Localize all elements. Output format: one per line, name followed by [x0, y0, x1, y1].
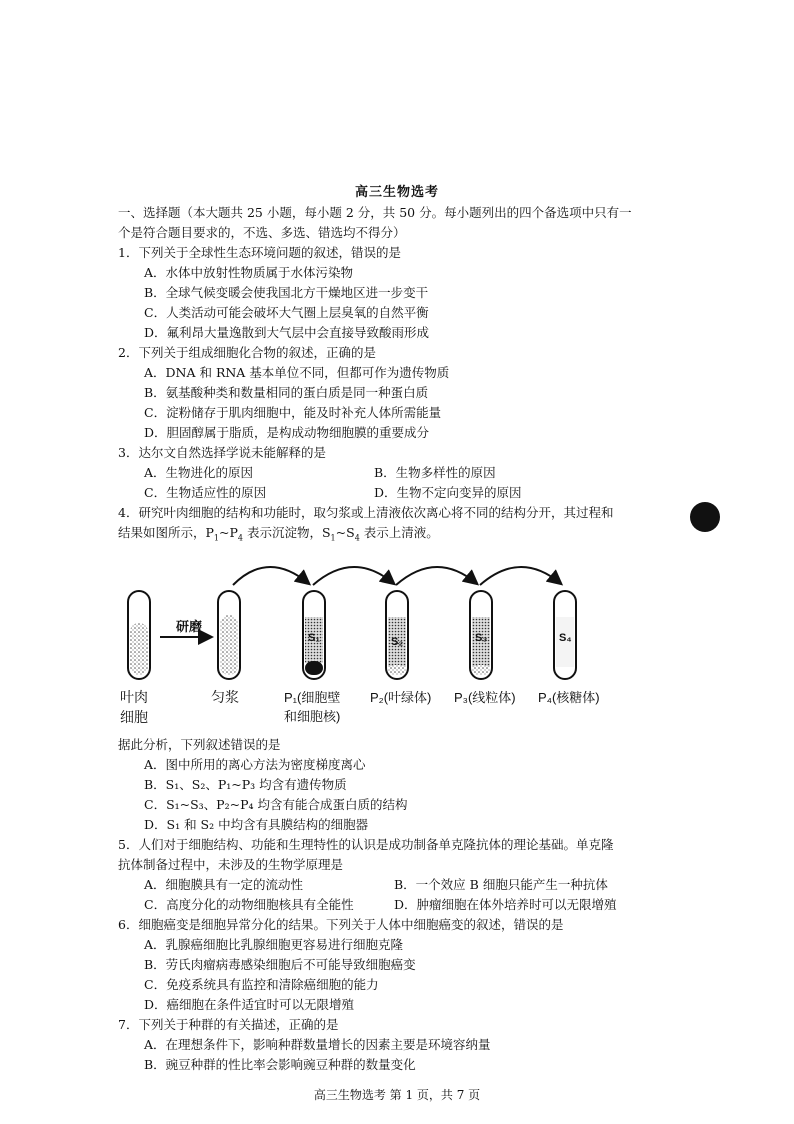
s1-label: S₁	[308, 632, 320, 644]
p1-label-line-1: P₁(细胞壁	[284, 690, 341, 705]
question-1	[118, 243, 698, 343]
section-instructions	[118, 203, 698, 243]
leaf-cell-label-1: 叶肉	[120, 689, 148, 705]
question-6	[118, 915, 698, 1015]
q7-stem: 7．下列关于种群的有关描述，正确的是	[118, 1017, 339, 1032]
q3-option-a: A．生物进化的原因	[144, 465, 254, 480]
q7-option-b: B．豌豆种群的性比率会影响豌豆种群的数量变化	[144, 1057, 416, 1072]
q4-stem-line-1: 4．研究叶肉细胞的结构和功能时，取匀浆或上清液依次离心将不同的结构分开，其过程和	[118, 505, 614, 520]
q4-after-figure: 据此分析，下列叙述错误的是	[118, 737, 281, 752]
q6-option-b: B．劳氏肉瘤病毒感染细胞后不可能导致细胞癌变	[144, 957, 416, 972]
q4-option-c: C．S₁~S₃、P₂~P₄ 均含有能合成蛋白质的结构	[144, 797, 408, 812]
q6-option-c: C．免疫系统具有监控和清除癌细胞的能力	[144, 977, 379, 992]
arrow-homogenate-to-p1	[233, 567, 308, 585]
q5-stem-line-2: 抗体制备过程中，未涉及的生物学原理是	[118, 857, 344, 872]
question-5	[118, 835, 698, 915]
q2-option-a: A．DNA 和 RNA 基本单位不同，但都可作为遗传物质	[144, 365, 450, 380]
q1-stem: 1．下列关于全球性生态环境问题的叙述，错误的是	[118, 245, 401, 260]
q3-option-b: B．生物多样性的原因	[374, 465, 496, 480]
q5-option-a: A．细胞膜具有一定的流动性	[144, 877, 304, 892]
q2-stem: 2．下列关于组成细胞化合物的叙述，正确的是	[118, 345, 376, 360]
q3-option-d: D．生物不定向变异的原因	[374, 485, 522, 500]
q2-option-c: C．淀粉储存于肌肉细胞中，能及时补充人体所需能量	[144, 405, 442, 420]
p4-label: P₄(核糖体)	[538, 690, 600, 705]
question-7	[118, 1015, 698, 1075]
arrow-s2-to-p3	[396, 567, 476, 585]
p2-label: P₂(叶绿体)	[370, 690, 432, 705]
q6-stem: 6．细胞癌变是细胞异常分化的结果。下列关于人体中细胞癌变的叙述，错误的是	[118, 917, 564, 932]
black-dot-mark	[690, 502, 720, 532]
q1-option-a: A．水体中放射性物质属于水体污染物	[144, 265, 354, 280]
arrow-s3-to-p4	[480, 567, 560, 585]
section-line-2: 个是符合题目要求的，不选、多选、错选均不得分）	[118, 225, 406, 240]
q2-option-d: D．胆固醇属于脂质，是构成动物细胞膜的重要成分	[144, 425, 430, 440]
q7-option-a: A．在理想条件下，影响种群数量增长的因素主要是环境容纳量	[144, 1037, 491, 1052]
grind-label: 研磨	[176, 619, 203, 634]
centrifugation-figure	[118, 555, 618, 735]
p1-label-line-2: 和细胞核)	[284, 709, 341, 724]
q5-option-b: B．一个效应 B 细胞只能产生一种抗体	[394, 877, 608, 892]
q1-option-c: C．人类活动可能会破坏大气圈上层臭氧的自然平衡	[144, 305, 429, 320]
q6-option-a: A．乳腺癌细胞比乳腺细胞更容易进行细胞克隆	[144, 937, 404, 952]
section-line-1: 一、选择题（本大题共 25 小题，每小题 2 分，共 50 分。每小题列出的四个备选项中只有一	[118, 205, 632, 220]
question-4-stem	[118, 503, 698, 549]
p3-label: P₃(线粒体)	[454, 690, 516, 705]
leaf-cell-label-2: 细胞	[120, 709, 148, 725]
q6-option-d: D．癌细胞在条件适宜时可以无限增殖	[144, 997, 355, 1012]
question-3	[118, 443, 698, 503]
q1-option-d: D．氟利昂大量逸散到大气层中会直接导致酸雨形成	[144, 325, 430, 340]
q2-option-b: B．氨基酸种类和数量相同的蛋白质是同一种蛋白质	[144, 385, 429, 400]
page-title: 高三生物选考	[354, 185, 439, 200]
s4-label: S₄	[559, 632, 572, 644]
q4-stem-line-2: 结果如图所示，$P_1\sim P_4$ 表示沉淀物，$S_1\sim S_4$ 表示上清液。	[118, 525, 439, 543]
s2-label: S₂	[391, 636, 404, 648]
question-2	[118, 343, 698, 443]
q3-option-c: C．生物适应性的原因	[144, 485, 267, 500]
homogenate-label: 匀浆	[211, 689, 239, 705]
tube-leaf-cells	[128, 591, 150, 679]
q4-option-a: A．图中所用的离心方法为密度梯度离心	[144, 757, 366, 772]
page-footer: 高三生物选考 第 1 页，共 7 页	[313, 1088, 481, 1102]
q5-option-d: D．肿瘤细胞在体外培养时可以无限增殖	[394, 897, 617, 912]
tube-p2	[386, 591, 408, 679]
tube-homogenate	[218, 591, 240, 679]
q4-option-b: B．S₁、S₂、P₁~P₃ 均含有遗传物质	[144, 777, 347, 792]
q5-stem-line-1: 5．人们对于细胞结构、功能和生理特性的认识是成功制备单克隆抗体的理论基础。单克隆	[118, 837, 614, 852]
q4-option-d: D．S₁ 和 S₂ 中均含有具膜结构的细胞器	[144, 817, 369, 832]
q3-stem: 3．达尔文自然选择学说未能解释的是	[118, 445, 326, 460]
s3-label: S₃	[475, 632, 488, 644]
q5-option-c: C．高度分化的动物细胞核具有全能性	[144, 897, 354, 912]
q1-option-b: B．全球气候变暖会使我国北方干燥地区进一步变干	[144, 285, 429, 300]
question-4-options	[118, 735, 698, 835]
arrow-s1-to-p2	[313, 567, 393, 585]
